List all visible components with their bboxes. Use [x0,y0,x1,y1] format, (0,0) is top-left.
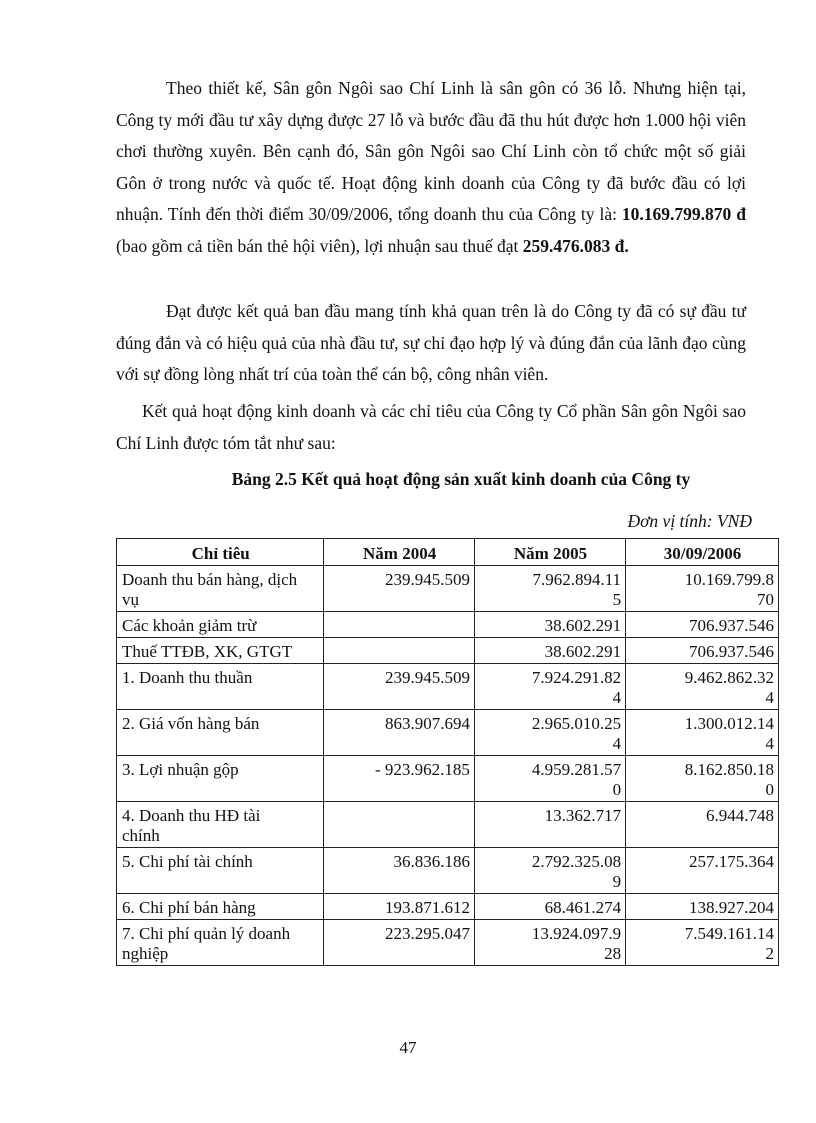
cell-text-line: 7.962.894.11 [532,570,622,589]
paragraph-table-intro [116,396,746,459]
table-row [117,566,779,612]
cell-2005 [474,612,625,638]
business-results-table [116,538,779,966]
header-2006: 30/09/2006 [626,539,779,566]
cell-text-line [329,806,470,826]
cell-indicator [117,566,324,612]
cell-text-line: 36.836.186 [393,852,470,871]
table-unit-note: Đơn vị tính: VNĐ [627,511,752,531]
cell-text-line: 7.549.161.14 [684,924,774,943]
cell-text-line: 1.300.012.14 [684,714,774,733]
cell-text-line: 5 [612,590,622,609]
cell-2005 [474,566,625,612]
table-row [117,638,779,664]
cell-text-line: 706.937.546 [689,616,774,635]
cell-text-line: 5. Chi phí tài chính [122,852,253,871]
cell-2005 [474,848,625,894]
header-2005: Năm 2005 [474,539,625,566]
cell-text-line: 6.944.748 [706,806,774,825]
cell-text-line: 28 [604,944,622,963]
table-row [117,756,779,802]
cell-text-line: 193.871.612 [384,898,470,917]
cell-text-line: 68.461.274 [544,898,622,917]
cell-text-line [329,642,470,662]
cell-text-line: 239.945.509 [384,668,470,687]
cell-2004 [324,612,475,638]
cell-indicator [117,894,324,920]
cell-text-line [329,616,470,636]
cell-2004 [324,664,475,710]
cell-2005 [474,894,625,920]
cell-2006 [626,566,779,612]
table-caption: Bảng 2.5 Kết quả hoạt động sản xuất kinh doanh của Công ty [231,469,691,489]
cell-text-line: vụ [122,590,139,609]
table-row [117,894,779,920]
cell-indicator [117,802,324,848]
cell-text-line: 239.945.509 [384,570,470,589]
cell-text-line: 4 [765,734,774,753]
page-number: 47 [399,1038,417,1057]
cell-text-line: 9.462.862.32 [684,668,774,687]
cell-text-line: 8.162.850.18 [684,760,774,779]
cell-text-line: 4 [765,688,774,707]
cell-2005 [474,710,625,756]
cell-text-line: 138.927.204 [689,898,774,917]
table-row [117,848,779,894]
cell-text-line: 7. Chi phí quản lý doanh [122,924,291,943]
paragraph-results-reason [116,296,746,391]
cell-2006 [626,664,779,710]
cell-text-line: 38.602.291 [544,642,622,661]
cell-text-line: 38.602.291 [544,616,622,635]
cell-text-line: 3. Lợi nhuận gộp [122,760,239,779]
cell-2004 [324,756,475,802]
cell-2004 [324,894,475,920]
cell-2005 [474,638,625,664]
cell-text-line: Doanh thu bán hàng, dịch [122,570,298,589]
cell-text-line: chính [122,826,160,845]
table-row [117,920,779,966]
table-row [117,664,779,710]
header-2004: Năm 2004 [324,539,475,566]
cell-text-line: 2. Giá vốn hàng bán [122,714,260,733]
cell-text-line: 4.959.281.57 [531,760,622,779]
cell-text-line: 863.907.694 [384,714,470,733]
cell-2005 [474,756,625,802]
cell-2006 [626,612,779,638]
paragraph-text: Kết quả hoạt động kinh doanh và các chỉ tiêu của Công ty Cổ phần Sân gôn Ngôi sao Chí Linh được tóm tắt như sau: [116,401,746,453]
cell-2006 [626,920,779,966]
cell-text-line: - 923.962.185 [375,760,470,779]
cell-text-line: 257.175.364 [689,852,774,871]
cell-text-line: nghiệp [122,944,169,963]
cell-indicator [117,920,324,966]
cell-2004 [324,920,475,966]
cell-2004 [324,710,475,756]
table-row [117,710,779,756]
cell-text-line: 6. Chi phí bán hàng [122,898,256,917]
cell-text-line: 4. Doanh thu HĐ tài [122,806,261,825]
paragraph-text: Theo thiết kế, Sân gôn Ngôi sao Chí Linh là sân gôn có 36 lỗ. Nhưng hiện tại, Công ty mới đầu tư xây dựng được 27 lỗ và bước đầu đã thu hút được hơn 1.000 hội viên chơi thường xuyên. Bên cạnh đó, Sân gôn Ngôi sao Chí Linh còn tổ chức một số giải Gôn ở trong nước và quốc tế. Hoạt động kinh doanh của Công ty đã bước đầu có lợi nhuận. Tính đến thời điểm 30/09/2006, tổng doanh thu của Công ty là: [116,78,746,224]
paragraph-golf-course-overview [116,73,746,262]
cell-text-line: 1. Doanh thu thuần [122,668,253,687]
cell-text-line: 13.924.097.9 [531,924,622,943]
cell-text-line: 13.362.717 [544,806,622,825]
cell-text-line: 70 [757,590,774,609]
net-profit-figure: 259.476.083 đ. [522,235,629,256]
cell-2006 [626,638,779,664]
cell-text-line: 2.792.325.08 [531,852,622,871]
cell-2006 [626,710,779,756]
cell-indicator [117,664,324,710]
cell-indicator [117,848,324,894]
table-row [117,802,779,848]
cell-2004 [324,802,475,848]
cell-text-line: 4 [612,688,622,707]
table-row [117,612,779,638]
cell-2005 [474,664,625,710]
cell-2006 [626,802,779,848]
cell-2004 [324,638,475,664]
cell-2006 [626,756,779,802]
cell-2005 [474,802,625,848]
cell-text-line: 7.924.291.82 [531,668,622,687]
table-body [117,566,779,966]
cell-text-line: 10.169.799.8 [684,570,774,589]
cell-2005 [474,920,625,966]
total-revenue-figure: 10.169.799.870 đ [621,204,746,224]
cell-indicator [117,612,324,638]
cell-text-line: 2.965.010.25 [531,714,622,733]
cell-text-line: 4 [612,734,622,753]
cell-text-line: Các khoản giảm trừ [122,616,257,635]
cell-indicator [117,710,324,756]
header-indicator: Chỉ tiêu [117,539,324,566]
paragraph-text: (bao gồm cả tiền bán thẻ hội viên), lợi nhuận sau thuế đạt [116,235,523,256]
cell-text-line: 223.295.047 [384,924,470,943]
cell-indicator [117,756,324,802]
cell-text-line: 2 [765,944,774,963]
paragraph-text: Đạt được kết quả ban đầu mang tính khả quan trên là do Công ty đã có sự đầu tư đúng đắn và có hiệu quả của nhà đầu tư, sự chỉ đạo hợp lý và đúng đắn của lãnh đạo cùng với sự đồng lòng nhất trí của toàn thể cán bộ, công nhân viên. [116,301,746,384]
cell-text-line: 706.937.546 [689,642,774,661]
cell-text-line: 0 [765,780,774,799]
cell-2006 [626,894,779,920]
cell-2004 [324,848,475,894]
cell-indicator [117,638,324,664]
table-header-row [117,539,779,566]
cell-2006 [626,848,779,894]
cell-2004 [324,566,475,612]
cell-text-line: 0 [612,780,622,799]
cell-text-line: Thuế TTĐB, XK, GTGT [122,642,293,661]
cell-text-line: 9 [612,872,622,891]
